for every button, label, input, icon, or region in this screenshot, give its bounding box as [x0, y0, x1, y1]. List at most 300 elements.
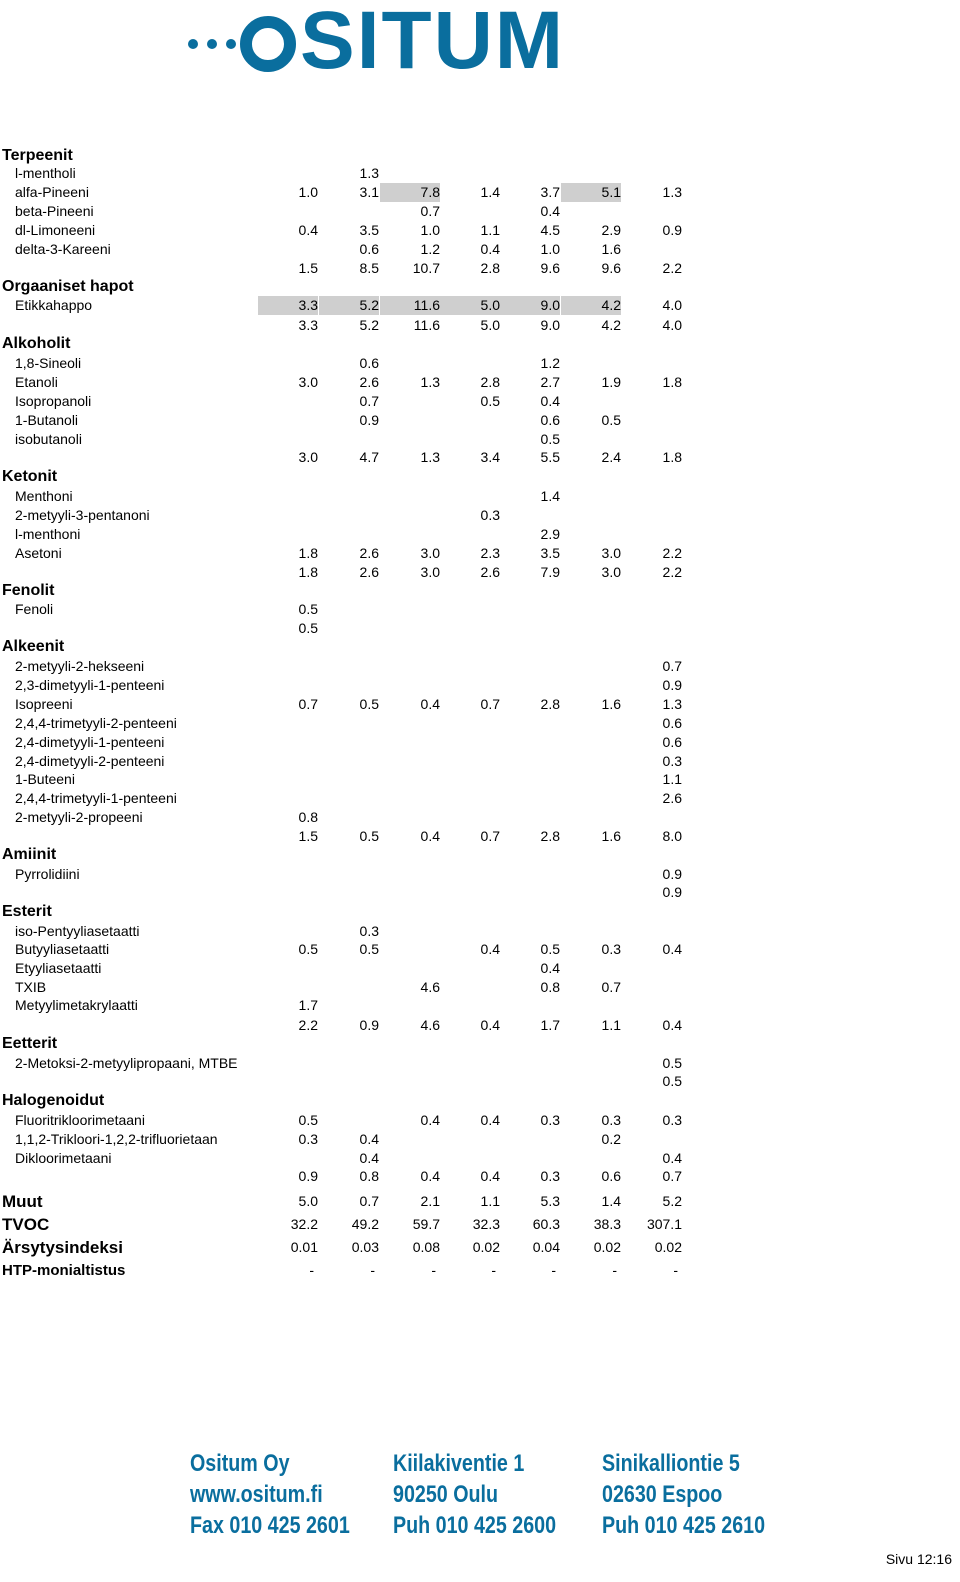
table-cell: 1.2	[540, 355, 560, 371]
table-row	[0, 752, 960, 771]
table-cell: 2.6	[480, 564, 500, 580]
table-cell: 2.2	[662, 260, 682, 276]
table-cell: 5.2	[359, 317, 379, 333]
row-label: dl-Limoneeni	[15, 222, 96, 238]
table-cell: 1.1	[480, 222, 500, 238]
table-cell: 2.7	[540, 374, 560, 390]
table-cell: 49.2	[351, 1216, 379, 1232]
subtotal-row	[0, 619, 960, 638]
row-label: 1,8-Sineoli	[15, 355, 82, 371]
table-cell: 0.4	[420, 696, 440, 712]
row-label: Dikloorimetaani	[15, 1150, 112, 1166]
table-cell: 0.7	[601, 979, 621, 995]
table-cell: 1.6	[601, 696, 621, 712]
table-cell: 0.9	[662, 222, 682, 238]
table-cell: 0.3	[480, 507, 500, 523]
table-row	[0, 1238, 960, 1257]
table-cell: 1.1	[480, 1193, 500, 1209]
footer-column	[602, 1448, 765, 1541]
table-row	[0, 770, 960, 789]
table-cell: 59.7	[412, 1216, 440, 1232]
footer-line: Puh 010 425 2610	[602, 1512, 766, 1539]
table-row	[0, 676, 960, 695]
row-label: beta-Pineeni	[15, 203, 94, 219]
footer-column	[393, 1448, 556, 1541]
category-label: Eetterit	[2, 1035, 58, 1052]
table-cell: 5.0	[480, 317, 500, 333]
row-label: 2-metyyli-3-pentanoni	[15, 507, 150, 523]
table-cell: 0.5	[298, 601, 318, 617]
row-label: l-mentholi	[15, 165, 76, 181]
table-row	[0, 922, 960, 941]
row-label: 2,4,4-trimetyyli-2-penteeni	[15, 715, 177, 731]
row-label: Pyrrolidiini	[15, 866, 80, 882]
footer-line: Kiilakiventie 1	[393, 1450, 525, 1477]
table-cell: 1.3	[420, 374, 440, 390]
table-cell: 38.3	[593, 1216, 621, 1232]
table-cell: 0.3	[662, 753, 682, 769]
table-row	[0, 164, 960, 183]
category-label: Orgaaniset hapot	[2, 278, 134, 295]
table-cell: 2.2	[298, 1017, 318, 1033]
table-cell: 0.7	[359, 1193, 379, 1209]
row-label: Metyylimetakrylaatti	[15, 997, 138, 1013]
table-cell: 0.3	[540, 1112, 560, 1128]
table-cell: 0.4	[540, 393, 560, 409]
category-label: Esterit	[2, 903, 52, 920]
table-row	[0, 354, 960, 373]
table-cell: 3.3	[298, 317, 318, 333]
footer-line: Sinikalliontie 5	[602, 1450, 740, 1477]
row-label: Etikkahappo	[15, 297, 93, 313]
table-cell: 0.4	[359, 1131, 379, 1147]
table-cell: 3.0	[298, 449, 318, 465]
table-cell: 3.0	[420, 564, 440, 580]
table-cell: 0.6	[662, 734, 682, 750]
table-cell: 0.5	[359, 696, 379, 712]
table-row	[0, 525, 960, 544]
table-cell: 2.6	[359, 564, 379, 580]
table-cell: 0.6	[359, 241, 379, 257]
table-cell: 1.2	[420, 241, 440, 257]
table-cell: 0.02	[654, 1239, 682, 1255]
row-label: HTP-monialtistus	[2, 1262, 126, 1279]
table-cell: 2.8	[540, 828, 560, 844]
table-cell: 0.5	[662, 1055, 682, 1071]
table-cell: 3.7	[540, 184, 560, 200]
footer-line: 90250 Oulu	[393, 1481, 499, 1508]
footer-column	[190, 1448, 350, 1541]
table-cell: 0.4	[480, 1112, 500, 1128]
table-cell: 0.6	[540, 412, 560, 428]
table-cell: 0.2	[601, 1131, 621, 1147]
table-cell: 1.8	[662, 374, 682, 390]
table-cell: 0.5	[601, 412, 621, 428]
row-label: l-menthoni	[15, 526, 81, 542]
subtotal-row	[0, 1016, 960, 1035]
row-label: 2-metyyli-2-propeeni	[15, 809, 143, 825]
row-label: Isopropanoli	[15, 393, 92, 409]
table-cell: 0.4	[359, 1150, 379, 1166]
table-row	[0, 1192, 960, 1211]
table-cell: 0.5	[298, 1112, 318, 1128]
table-cell: 0.4	[540, 960, 560, 976]
table-cell: 9.6	[540, 260, 560, 276]
table-cell: 8.0	[662, 828, 682, 844]
table-row	[0, 865, 960, 884]
table-cell: 0.4	[662, 1017, 682, 1033]
row-label: 2,4,4-trimetyyli-1-penteeni	[15, 790, 177, 806]
table-cell: 4.0	[662, 317, 682, 333]
table-row	[0, 1149, 960, 1168]
category-label: Alkeenit	[2, 638, 65, 655]
table-cell: 1.5	[298, 828, 318, 844]
table-cell: 0.9	[298, 1168, 318, 1184]
table-cell: 7.8	[380, 183, 440, 202]
table-cell: -	[309, 1262, 314, 1278]
table-cell: 0.5	[359, 828, 379, 844]
table-cell: 2.6	[662, 790, 682, 806]
table-cell: 2.2	[662, 564, 682, 580]
table-cell: 4.6	[420, 1017, 440, 1033]
table-row	[0, 296, 960, 315]
table-row	[0, 373, 960, 392]
table-cell: 3.1	[359, 184, 379, 200]
table-cell: 4.5	[540, 222, 560, 238]
category-label: Halogenoidut	[2, 1092, 105, 1109]
table-cell: 0.7	[480, 828, 500, 844]
table-cell: 1.3	[420, 449, 440, 465]
table-cell: 0.3	[359, 923, 379, 939]
row-label: Menthoni	[15, 488, 73, 504]
table-cell: 0.3	[601, 941, 621, 957]
subtotal-row	[0, 563, 960, 582]
table-cell: 0.3	[601, 1112, 621, 1128]
table-cell: 1.0	[298, 184, 318, 200]
table-cell: 3.3	[258, 296, 318, 315]
table-cell: 1.7	[298, 997, 318, 1013]
subtotal-row	[0, 883, 960, 902]
table-row	[0, 392, 960, 411]
table-cell: 0.4	[480, 1168, 500, 1184]
subtotal-row	[0, 448, 960, 467]
row-label: Etyyliasetaatti	[15, 960, 102, 976]
table-cell: 0.4	[480, 941, 500, 957]
table-cell: 9.6	[601, 260, 621, 276]
row-label: 2-metyyli-2-hekseeni	[15, 658, 145, 674]
table-cell: -	[673, 1262, 678, 1278]
table-row	[0, 978, 960, 997]
table-cell: 1.3	[662, 184, 682, 200]
table-cell: -	[370, 1262, 375, 1278]
table-cell: 0.3	[540, 1168, 560, 1184]
table-cell: 0.9	[359, 1017, 379, 1033]
table-cell: 3.0	[601, 564, 621, 580]
table-cell: 0.6	[601, 1168, 621, 1184]
table-cell: 3.0	[298, 374, 318, 390]
table-cell: 9.0	[540, 317, 560, 333]
category-row	[0, 1034, 960, 1053]
table-row	[0, 202, 960, 221]
table-row	[0, 1111, 960, 1130]
table-cell: 0.6	[359, 355, 379, 371]
table-row	[0, 600, 960, 619]
table-cell: 0.3	[298, 1131, 318, 1147]
table-cell: 2.8	[480, 374, 500, 390]
table-cell: 0.4	[420, 1112, 440, 1128]
table-cell: 1.6	[601, 828, 621, 844]
table-cell: 1.9	[601, 374, 621, 390]
table-cell: 0.7	[359, 393, 379, 409]
table-cell: 32.2	[290, 1216, 318, 1232]
logo-o-icon	[240, 16, 296, 72]
table-cell: 1.8	[298, 545, 318, 561]
table-cell: 1.4	[601, 1193, 621, 1209]
row-label: 2-Metoksi-2-metyylipropaani, MTBE	[15, 1055, 238, 1071]
row-label: 1-Buteeni	[15, 771, 75, 787]
table-cell: 0.5	[540, 941, 560, 957]
table-cell: 2.8	[480, 260, 500, 276]
row-label: TVOC	[2, 1215, 50, 1234]
row-label: Etanoli	[15, 374, 58, 390]
table-cell: 5.0	[440, 296, 500, 315]
row-label: Ärsytysindeksi	[2, 1238, 123, 1257]
table-row	[0, 240, 960, 259]
table-cell: 4.0	[662, 297, 682, 313]
table-row	[0, 789, 960, 808]
footer	[0, 1448, 960, 1582]
table-cell: 0.4	[298, 222, 318, 238]
table-cell: 0.02	[593, 1239, 621, 1255]
subtotal-row	[0, 827, 960, 846]
table-row	[0, 183, 960, 202]
footer-line: Ositum Oy	[190, 1450, 290, 1477]
table-cell: 1.1	[601, 1017, 621, 1033]
table-cell: 0.5	[359, 941, 379, 957]
table-cell: 4.2	[601, 317, 621, 333]
table-cell: 0.4	[540, 203, 560, 219]
row-label: isobutanoli	[15, 431, 82, 447]
table-cell: 307.1	[646, 1216, 682, 1232]
category-row	[0, 467, 960, 486]
row-label: Isopreeni	[15, 696, 73, 712]
row-label: 1-Butanoli	[15, 412, 79, 428]
table-row	[0, 1130, 960, 1149]
table-cell: 5.5	[540, 449, 560, 465]
table-cell: 0.6	[662, 715, 682, 731]
category-row	[0, 334, 960, 353]
table-cell: 0.01	[290, 1239, 318, 1255]
table-cell: 0.02	[472, 1239, 500, 1255]
row-label: Butyyliasetaatti	[15, 941, 110, 957]
table-cell: 5.0	[298, 1193, 318, 1209]
category-row	[0, 637, 960, 656]
row-label: Fenoli	[15, 601, 54, 617]
table-cell: 3.0	[601, 545, 621, 561]
table-cell: 1.0	[540, 241, 560, 257]
table-row	[0, 733, 960, 752]
table-cell: 8.5	[359, 260, 379, 276]
table-cell: 1.3	[359, 165, 379, 181]
table-cell: -	[612, 1262, 617, 1278]
table-cell: 2.9	[601, 222, 621, 238]
table-cell: 11.6	[380, 296, 440, 315]
table-cell: 3.5	[540, 545, 560, 561]
logo-dots-icon	[188, 36, 245, 54]
table-row	[0, 1054, 960, 1073]
footer-line: 02630 Espoo	[602, 1481, 723, 1508]
category-label: Terpeenit	[2, 147, 73, 164]
table-cell: 2.2	[662, 545, 682, 561]
table-cell: 3.0	[420, 545, 440, 561]
category-label: Fenolit	[2, 582, 55, 599]
table-cell: 0.7	[662, 1168, 682, 1184]
table-cell: 0.08	[412, 1239, 440, 1255]
table-cell: 0.04	[532, 1239, 560, 1255]
footer-line: Fax 010 425 2601	[190, 1512, 350, 1539]
table-cell: 4.2	[561, 296, 621, 315]
table-row	[0, 959, 960, 978]
table-row	[0, 1215, 960, 1234]
row-label: 2,4-dimetyyli-1-penteeni	[15, 734, 165, 750]
table-cell: 2.9	[540, 526, 560, 542]
category-label: Ketonit	[2, 468, 58, 485]
table-row	[0, 996, 960, 1015]
table-cell: 5.1	[561, 183, 621, 202]
table-cell: 2.3	[480, 545, 500, 561]
table-cell: 0.9	[662, 677, 682, 693]
table-cell: 0.5	[298, 941, 318, 957]
table-cell: 0.03	[351, 1239, 379, 1255]
table-cell: 0.4	[662, 1150, 682, 1166]
table-cell: 4.6	[420, 979, 440, 995]
category-label: Alkoholit	[2, 335, 71, 352]
table-cell: 1.4	[480, 184, 500, 200]
row-label: delta-3-Kareeni	[15, 241, 111, 257]
subtotal-row	[0, 259, 960, 278]
table-cell: 0.5	[298, 620, 318, 636]
table-row	[0, 487, 960, 506]
table-row	[0, 411, 960, 430]
table-cell: 0.7	[420, 203, 440, 219]
table-row	[0, 714, 960, 733]
table-cell: 0.8	[540, 979, 560, 995]
table-cell: 0.8	[298, 809, 318, 825]
table-cell: 0.5	[540, 431, 560, 447]
category-row	[0, 845, 960, 864]
table-row	[0, 544, 960, 563]
table-cell: 0.5	[480, 393, 500, 409]
table-cell: 32.3	[472, 1216, 500, 1232]
footer-line: www.ositum.fi	[190, 1481, 323, 1508]
table-row	[0, 695, 960, 714]
table-cell: 4.7	[359, 449, 379, 465]
table-cell: 1.8	[662, 449, 682, 465]
category-row	[0, 1091, 960, 1110]
category-row	[0, 581, 960, 600]
row-label: TXIB	[15, 979, 47, 995]
table-cell: 10.7	[412, 260, 440, 276]
company-logo	[188, 0, 788, 94]
table-cell: 5.3	[540, 1193, 560, 1209]
row-label: Asetoni	[15, 545, 62, 561]
logo-text: SITUM	[300, 0, 566, 86]
table-cell: 0.4	[480, 241, 500, 257]
table-cell: 3.5	[359, 222, 379, 238]
table-cell: 0.9	[662, 866, 682, 882]
table-row	[0, 221, 960, 240]
category-row	[0, 146, 960, 165]
table-cell: 0.4	[480, 1017, 500, 1033]
table-cell: 1.8	[298, 564, 318, 580]
table-row	[0, 430, 960, 449]
table-cell: -	[551, 1262, 556, 1278]
table-cell: 0.7	[662, 658, 682, 674]
row-label: 2,3-dimetyyli-1-penteeni	[15, 677, 165, 693]
table-cell: 1.4	[540, 488, 560, 504]
category-row	[0, 902, 960, 921]
subtotal-row	[0, 316, 960, 335]
table-cell: 0.4	[420, 1168, 440, 1184]
table-cell: 2.4	[601, 449, 621, 465]
table-cell: 11.6	[413, 317, 440, 333]
table-cell: 1.6	[601, 241, 621, 257]
row-label: iso-Pentyyliasetaatti	[15, 923, 140, 939]
table-cell: 60.3	[532, 1216, 560, 1232]
subtotal-row	[0, 1072, 960, 1091]
table-row	[0, 506, 960, 525]
table-cell: 2.6	[359, 545, 379, 561]
table-cell: 5.2	[662, 1193, 682, 1209]
table-row	[0, 808, 960, 827]
table-cell: 1.0	[420, 222, 440, 238]
table-cell: 1.7	[540, 1017, 560, 1033]
table-cell: 1.5	[298, 260, 318, 276]
table-cell: 0.4	[662, 941, 682, 957]
table-cell: 0.8	[359, 1168, 379, 1184]
table-cell: 0.4	[420, 828, 440, 844]
table-row	[0, 657, 960, 676]
subtotal-row	[0, 1167, 960, 1186]
category-row	[0, 277, 960, 296]
table-cell: 2.6	[359, 374, 379, 390]
table-cell: 1.1	[662, 771, 682, 787]
table-cell: 9.0	[500, 296, 560, 315]
table-cell: 0.7	[480, 696, 500, 712]
table-cell: 1.3	[662, 696, 682, 712]
table-cell: 5.2	[319, 296, 379, 315]
table-cell: 0.7	[298, 696, 318, 712]
table-cell: -	[491, 1262, 496, 1278]
table-cell: 2.1	[420, 1193, 440, 1209]
table-row	[0, 940, 960, 959]
row-label: Muut	[2, 1192, 43, 1211]
row-label: Fluoritrikloorimetaani	[15, 1112, 145, 1128]
category-label: Amiinit	[2, 846, 57, 863]
row-label: 1,1,2-Trikloori-1,2,2-trifluorietaan	[15, 1131, 218, 1147]
table-cell: 2.8	[540, 696, 560, 712]
table-cell: 0.3	[662, 1112, 682, 1128]
table-cell: 0.5	[662, 1073, 682, 1089]
table-cell: 3.4	[480, 449, 500, 465]
table-row	[0, 1261, 960, 1280]
page-number: Sivu 12:16	[885, 1551, 952, 1567]
row-label: 2,4-dimetyyli-2-penteeni	[15, 753, 165, 769]
table-cell: 0.9	[359, 412, 379, 428]
table-cell: 0.9	[662, 884, 682, 900]
row-label: alfa-Pineeni	[15, 184, 89, 200]
table-cell: -	[431, 1262, 436, 1278]
